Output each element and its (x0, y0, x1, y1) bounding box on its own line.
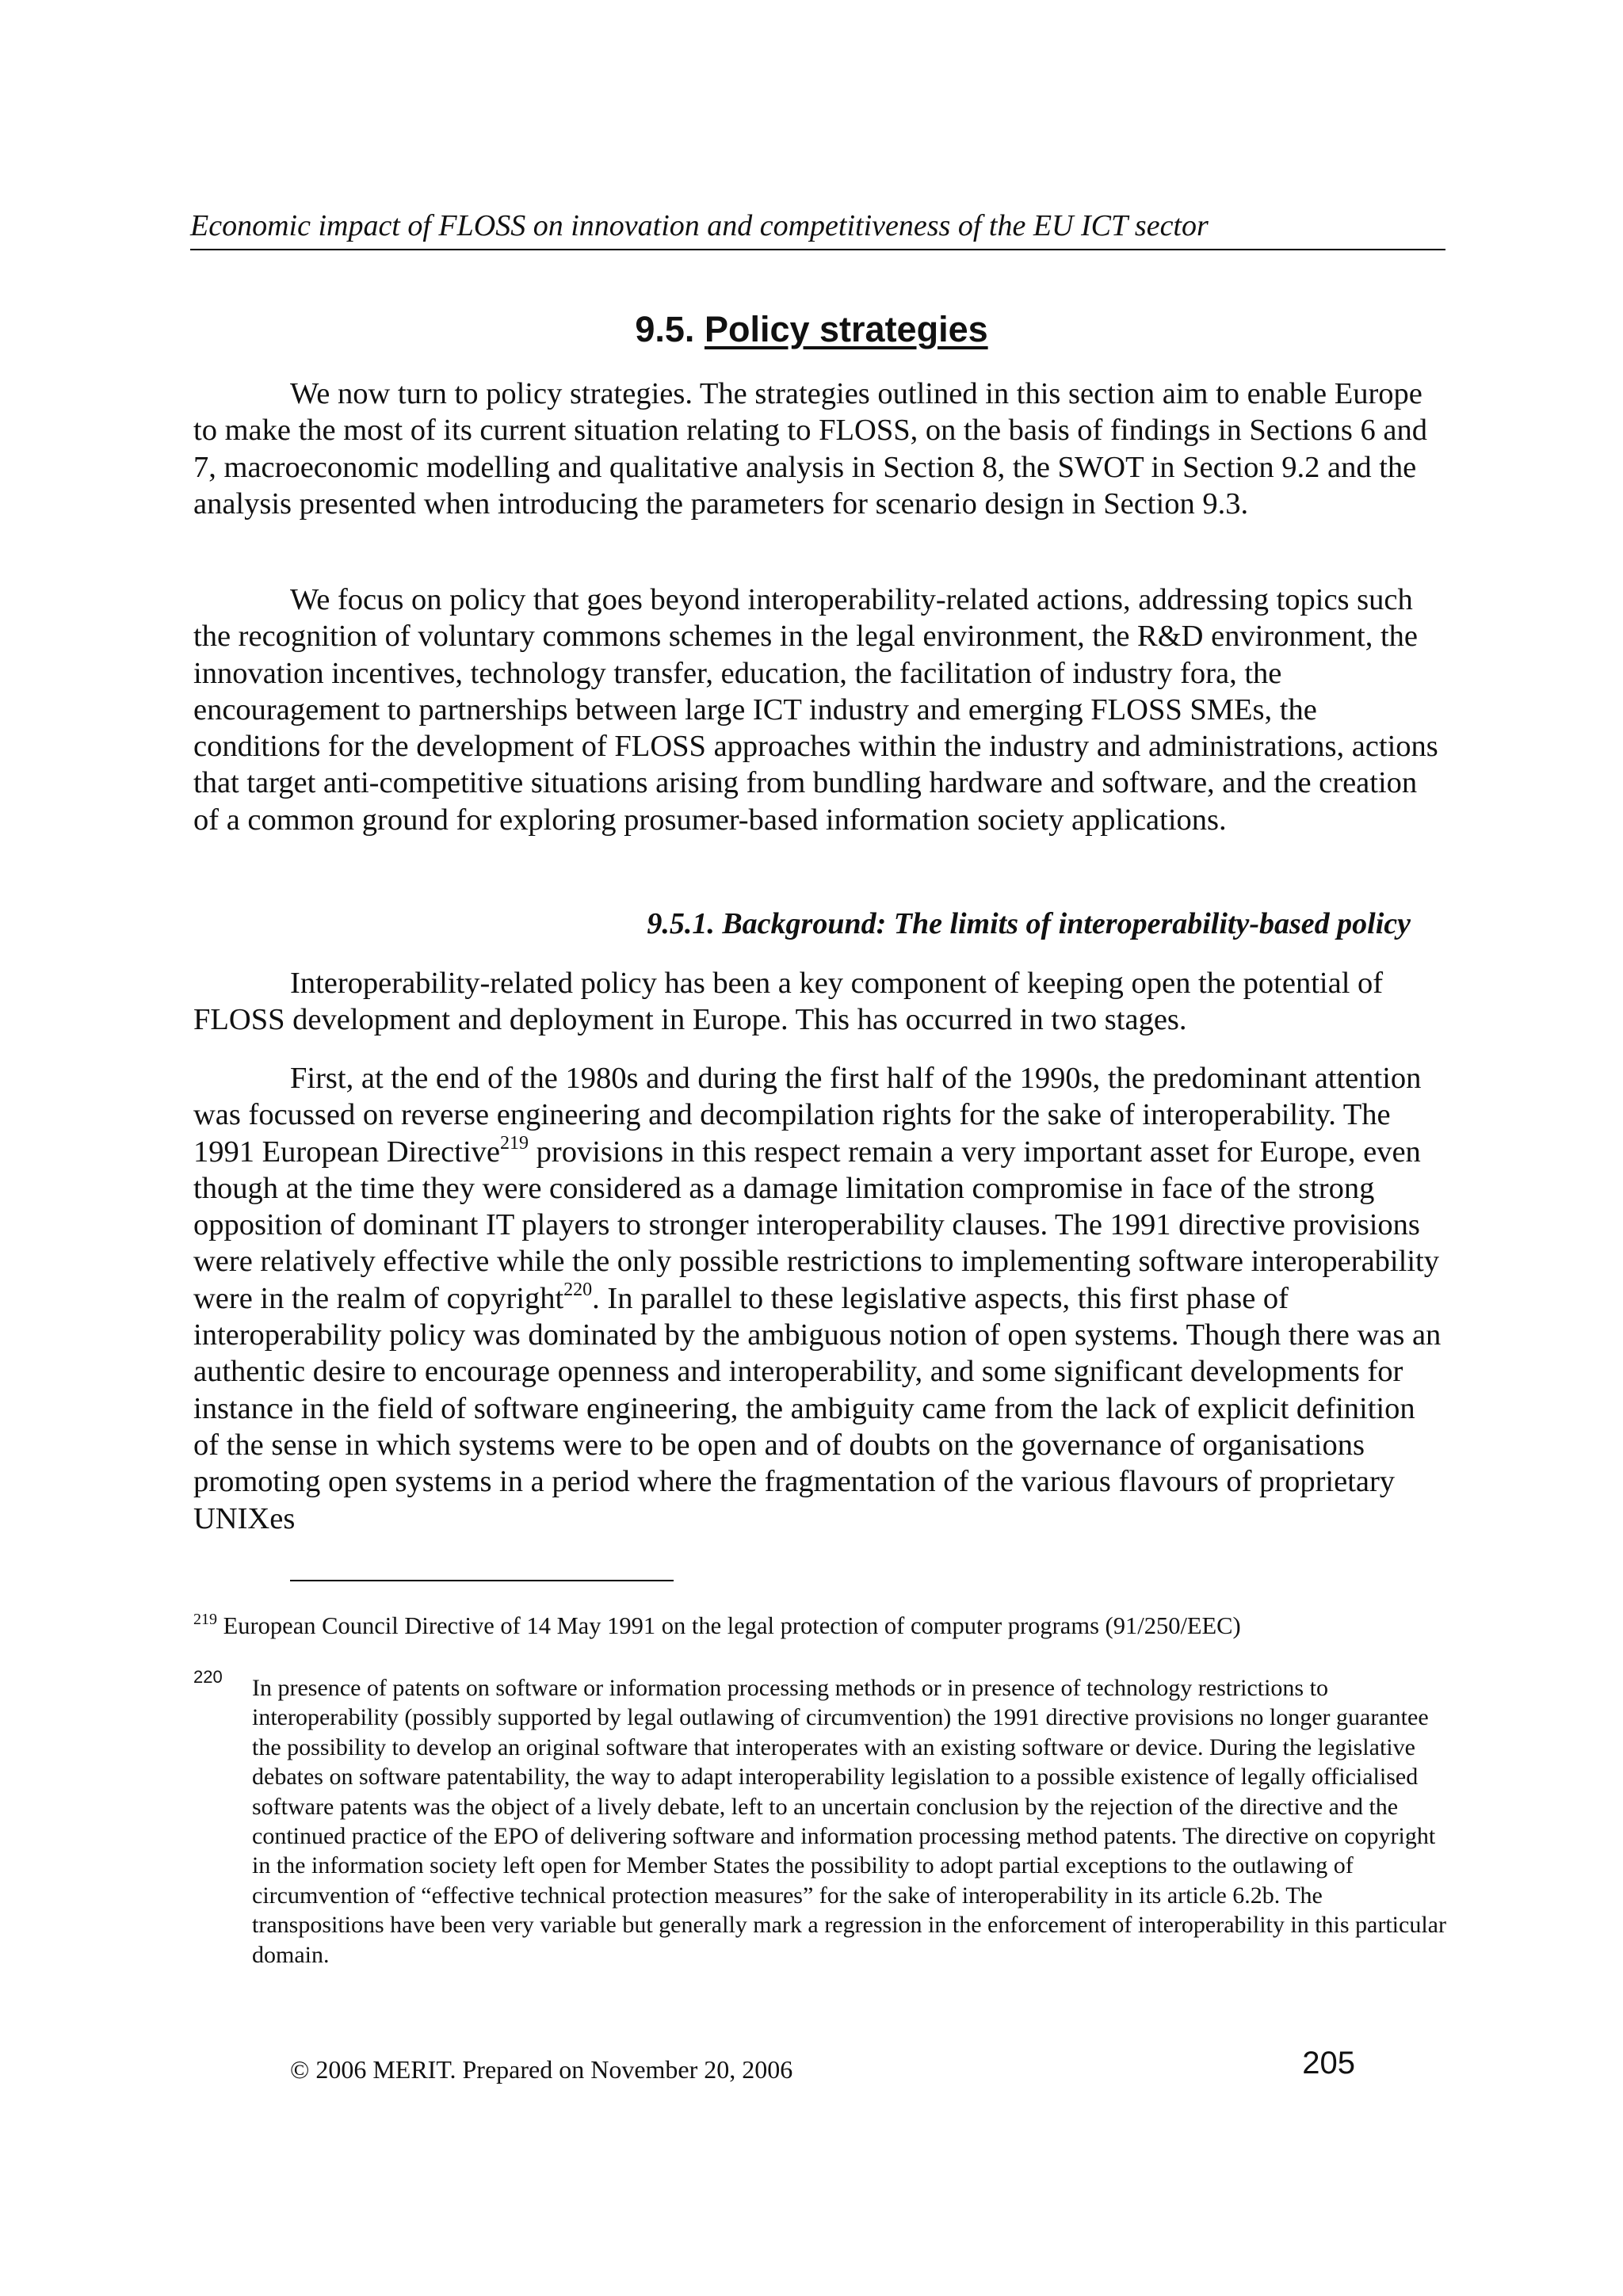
footnote-ref-219[interactable]: 219 (500, 1132, 529, 1154)
paragraph-intro: We now turn to policy strategies. The strategies outlined in this section aim to enable Europe to make the most of its current situation relating to FLOSS, on the basis of findings in Sections 6 and 7, macroeconomic modelling and qualitative analysis in Section 8, the SWOT in Section 9.2 and the analysis presented when introducing the parameters for scenario design in Section 9.3. (193, 377, 1427, 521)
paragraph-first-stage (193, 1060, 1447, 1537)
paragraph-first-stage-part-c: . In parallel to these legislative aspects, this first phase of interoperability policy was dominated by the ambiguous notion of open systems. Though there was an authentic desire to encourage openness and interoperability, and some significant developments for instance in the field of software engineering, the ambiguity came from the lack of explicit definition of the sense in which systems were to be open and of doubts on the governance of organisations promoting open systems in a period where the fragmentation of the various flavours of proprietary UNIXes (193, 1281, 1442, 1535)
footnote-220-text: In presence of patents on software or information processing methods or in presence of technology restrictions to interoperability (possibly supported by legal outlawing of circumvention) the 1991 directive provisions no longer guarantee the possibility to develop an original software that interoperates with an existing software or device. During the legislative debates on software patentability, the way to adapt interoperability legislation to a possible existence of legally officialised software patents was the object of a lively debate, left to an uncertain conclusion by the rejection of the directive and the continued practice of the EPO of delivering software and information processing method patents. The directive on copyright in the information society left open for Member States the possibility to adopt partial exceptions to the outlawing of circumvention of “effective technical protection measures” for the sake of interoperability in its article 6.2b. The transpositions have been very variable but generally mark a regression in the enforcement of interoperability in this particular domain. (252, 1675, 1446, 1968)
page-number: 205 (1302, 2046, 1355, 2081)
footnote-219-text: European Council Directive of 14 May 1991 on the legal protection of computer programs (91/250/EEC) (217, 1612, 1241, 1639)
footnote-ref-220[interactable]: 220 (563, 1279, 593, 1300)
subsection-title: 9.5.1. Background: The limits of interoperability-based policy (647, 907, 1411, 940)
footnote-220-number: 220 (193, 1667, 223, 1687)
paragraph-interoperability: Interoperability-related policy has been a key component of keeping open the potential of FLOSS development and deployment in Europe. This has occurred in two stages. (193, 967, 1384, 1037)
footnote-219-number: 219 (193, 1611, 217, 1628)
paragraph-focus: We focus on policy that goes beyond interoperability-related actions, addressing topics such the recognition of voluntary commons schemes in the legal environment, the R&D environment, the innovation incentives, technology transfer, education, the facilitation of industry fora, the encouragement to partnerships between large ICT industry and emerging FLOSS SMEs, the conditions for the development of FLOSS approaches within the industry and administrations, actions that target anti-competitive situations arising from bundling hardware and software, and the creation of a common ground for exploring prosumer-based information society applications. (193, 583, 1438, 837)
footnote-separator (290, 1580, 674, 1581)
section-title: Policy strategies (704, 309, 988, 349)
footnote-219 (193, 1611, 1449, 1642)
section-number: 9.5. (635, 309, 695, 349)
section-heading (0, 307, 1623, 352)
paragraph-first-stage-part-b: provisions in this respect remain a very important asset for Europe, even though at the time they were considered as a damage limitation compromise in face of the strong opposition of dominant IT players to stronger interoperability clauses. The 1991 directive provisions were relatively effective while the only possible restrictions to implementing software interoperability were in the realm of copyright (193, 1135, 1439, 1315)
paragraph-first-stage-part-a: First, at the end of the 1980s and during the first half of the 1990s, the predominant attention was focussed on reverse engineering and decompilation rights for the sake of interoperability. The 1991 European Directive (193, 1062, 1422, 1169)
footer-copyright: © 2006 MERIT. Prepared on November 20, 2006 (290, 2055, 793, 2084)
running-header: Economic impact of FLOSS on innovation and competitiveness of the EU ICT sector (190, 208, 1445, 250)
